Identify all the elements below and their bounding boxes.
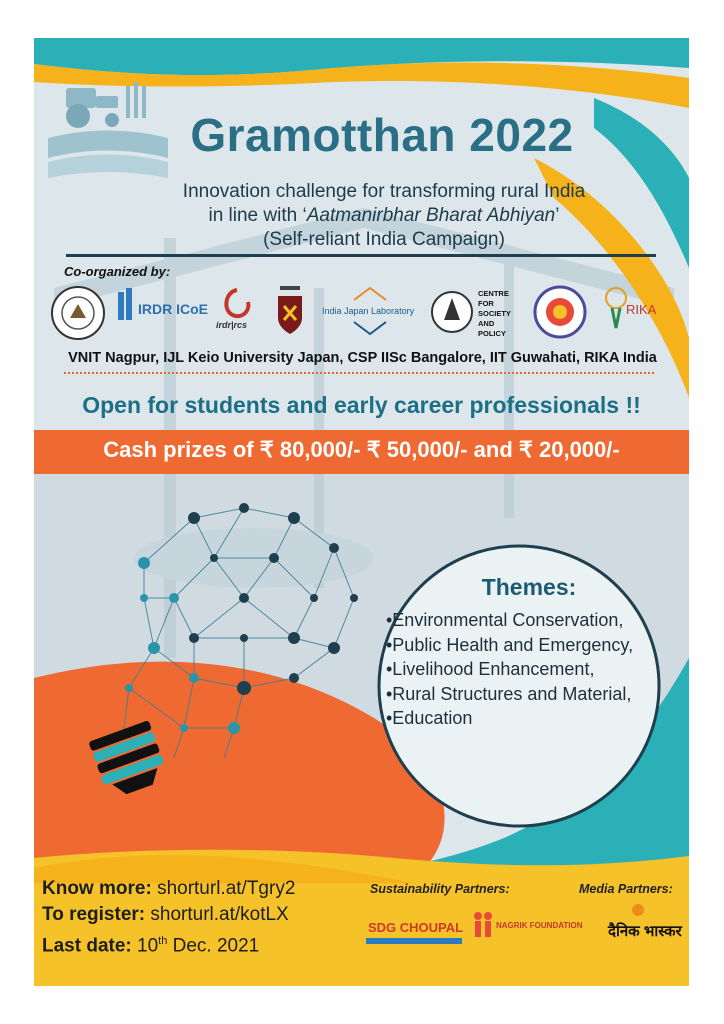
theme-item: •Public Health and Emergency, — [386, 634, 634, 655]
sustainability-partners-label: Sustainability Partners: — [370, 882, 510, 896]
dotted-divider — [64, 372, 654, 374]
irdr-icoe-logo — [116, 284, 208, 334]
theme-item: •Education — [386, 708, 473, 728]
theme-item: •Rural Structures and Material, — [386, 683, 632, 704]
svg-text:India Japan Laboratory: India Japan Laboratory — [322, 306, 415, 316]
poster — [34, 38, 689, 986]
last-date-row: Last date: 10th Dec. 2021 — [42, 935, 260, 957]
csp-iisc-logo — [430, 284, 526, 340]
themes-heading: Themes: — [481, 574, 577, 600]
iit-guwahati-seal-icon — [532, 284, 588, 340]
nagrik-foundation-logo — [470, 906, 583, 946]
svg-text:RIKA: RIKA — [626, 302, 657, 317]
organizer-list: VNIT Nagpur, IJL Keio University Japan, CSP IISc Bangalore, IIT Guwahati, RIKA India — [68, 350, 657, 366]
rika-logo — [600, 284, 672, 338]
subtitle-line-1: Innovation challenge for transforming rural India — [182, 181, 586, 202]
keio-university-crest-icon — [270, 284, 310, 338]
vnit-seal-icon — [48, 284, 108, 342]
know-more-link[interactable]: shorturl.at/Tgry2 — [157, 878, 296, 899]
register-link[interactable]: shorturl.at/kotLX — [150, 904, 289, 925]
subtitle-line-2: in line with ‘Aatmanirbhar Bharat Abhiyan’ — [208, 205, 560, 226]
media-partners-label: Media Partners: — [579, 882, 673, 896]
know-more-row: Know more: shorturl.at/Tgry2 — [42, 878, 296, 899]
svg-text:दैनिक भास्कर: दैनिक भास्कर — [608, 923, 682, 940]
eligibility-text: Open for students and early career professionals !! — [82, 392, 641, 418]
organizer-logos — [42, 284, 682, 342]
svg-text:IRDR ICoE: IRDR ICoE — [138, 301, 208, 317]
divider — [66, 254, 656, 257]
dainik-bhaskar-logo — [604, 902, 682, 952]
coorganized-label: Co-organized by: — [64, 264, 171, 279]
subtitle-line-3: (Self-reliant India Campaign) — [263, 229, 505, 250]
india-japan-lab-logo — [320, 284, 420, 340]
svg-text:CENTRE FOR SOC: CENTRE FOR SOCIETY AND POLICY — [478, 289, 511, 338]
irdrircs-logo — [214, 284, 260, 334]
poster-title: Gramotthan 2022 — [190, 109, 574, 161]
themes-list — [386, 608, 686, 731]
sdg-choupal-logo — [366, 904, 466, 950]
svg-text:SDG CHOUPAL: SDG CHOUPAL — [368, 920, 464, 935]
footer-info — [42, 876, 295, 959]
svg-text:irdr|rcs: irdr|rcs — [216, 320, 248, 330]
register-row: To register: shorturl.at/kotLX — [42, 904, 289, 925]
svg-text:NAGRIK FOUNDATION: NAGRIK FOUNDATION — [496, 921, 583, 930]
subtitle — [104, 180, 664, 252]
theme-item: •Environmental Conservation, — [386, 610, 624, 630]
theme-item: •Livelihood Enhancement, — [386, 659, 595, 679]
cash-prizes-text: Cash prizes of ₹ 80,000/- ₹ 50,000/- and ₹ 20,000/- — [103, 437, 620, 462]
